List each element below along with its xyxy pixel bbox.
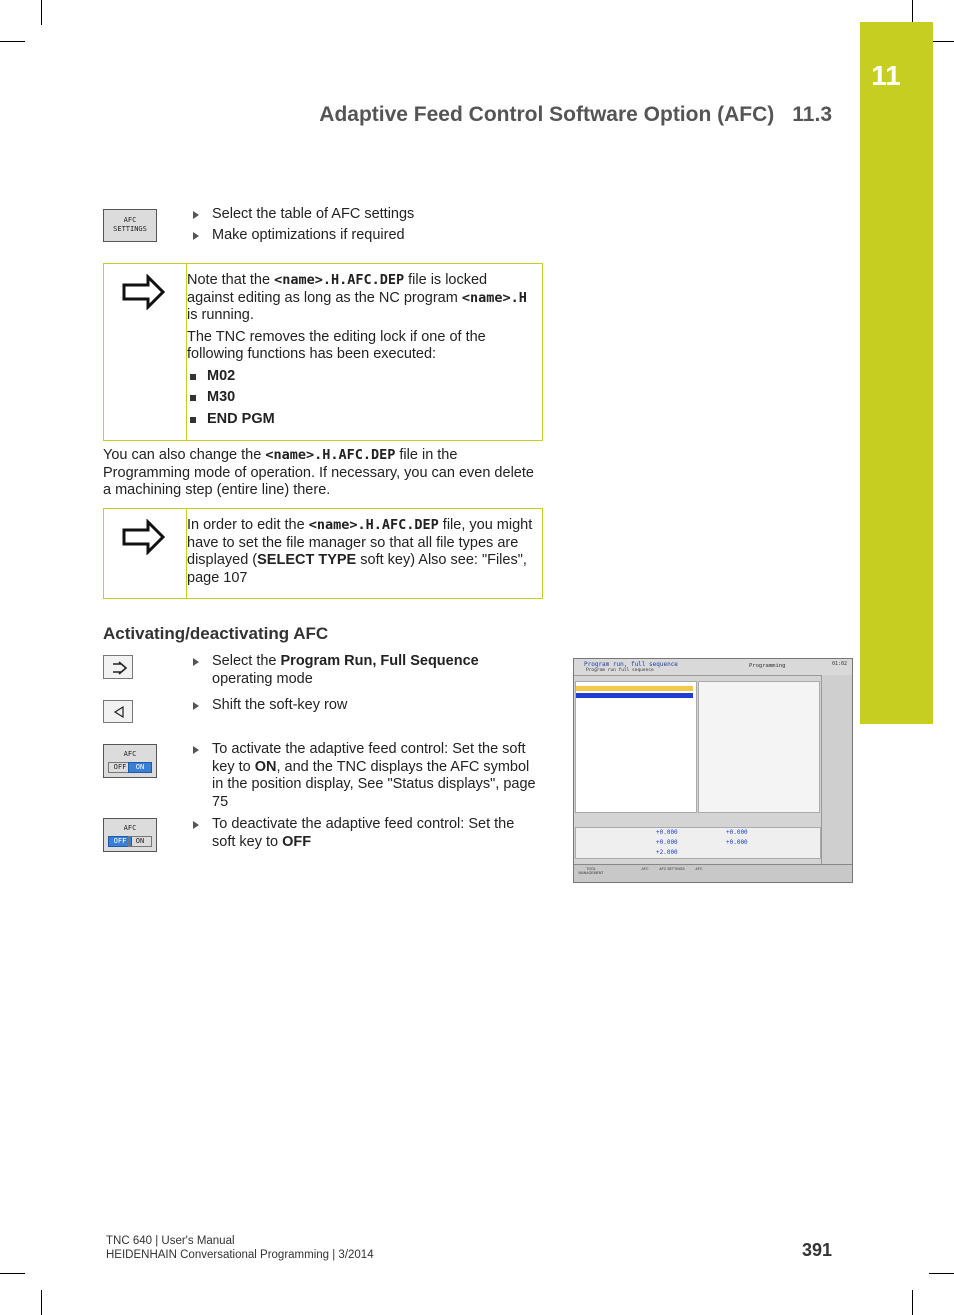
step-item: Select the Program Run, Full Sequence operating mode <box>193 653 538 688</box>
note-box <box>103 508 543 599</box>
status-pane <box>698 681 820 813</box>
crop-mark <box>929 1273 954 1274</box>
arrow-icon <box>193 232 199 240</box>
note-text: Note that the <name>.H.AFC.DEP file is locked against editing as long as the NC program <name>.H is running. The TNC removes the editing lock if one of the following functions has been executed: M02 M30 END PGM <box>187 272 537 428</box>
list-item: END PGM <box>187 411 537 429</box>
crop-mark <box>41 1290 42 1315</box>
page-footer: TNC 640 | User's Manual HEIDENHAIN Conversational Programming | 3/2014 <box>106 1235 374 1261</box>
crop-mark <box>0 1273 25 1274</box>
highlight-line <box>576 686 693 691</box>
softkey-label: SETTINGS <box>113 225 147 233</box>
step-item: Shift the soft-key row <box>193 697 538 715</box>
note-arrow-icon <box>122 519 166 555</box>
screenshot-time: 01:02 <box>832 661 848 667</box>
screenshot-softkey: TOOL MANAGEMENT <box>578 867 604 875</box>
screenshot-subtitle: Program run full sequence <box>586 668 654 673</box>
list-item: M02 <box>187 368 537 386</box>
axis-z-value: +2.000 <box>656 849 678 856</box>
position-display <box>575 827 821 859</box>
afc-settings-softkey[interactable] <box>103 209 157 242</box>
crop-mark <box>912 1290 913 1315</box>
softkey-bar <box>574 864 852 883</box>
axis-c-value: +0.000 <box>726 839 748 846</box>
section-heading: Activating/deactivating AFC <box>103 624 329 643</box>
selected-line <box>576 693 693 698</box>
vertical-softkey-bar <box>821 675 852 865</box>
arrow-icon <box>193 658 199 666</box>
axis-a-value: +0.000 <box>726 829 748 836</box>
shift-softkey-row-key[interactable] <box>103 700 133 723</box>
softkey-label: AFC <box>123 216 137 224</box>
screenshot-title: Program run, full sequence <box>584 661 678 668</box>
program-run-icon <box>110 661 128 675</box>
program-pane <box>575 681 697 813</box>
axis-x-value: +0.000 <box>656 829 678 836</box>
arrow-icon <box>193 821 199 829</box>
screenshot-softkey: AFC <box>641 867 649 871</box>
step-item: Make optimizations if required <box>193 227 538 245</box>
afc-on-softkey[interactable]: AFC OFF ON <box>103 744 157 778</box>
arrow-icon <box>193 746 199 754</box>
arrow-icon <box>193 211 199 219</box>
tnc-screenshot <box>573 658 853 883</box>
afc-off-softkey[interactable]: AFC OFF ON <box>103 818 157 852</box>
step-item: Select the table of AFC settings <box>193 206 538 224</box>
page-number: 391 <box>801 1240 832 1260</box>
page-header <box>200 103 832 127</box>
note-box <box>103 263 543 441</box>
body-paragraph: You can also change the <name>.H.AFC.DEP file in the Programming mode of operation. If necessary, you can even delete a machining step (entire line) there. <box>103 447 534 498</box>
axis-y-value: +0.000 <box>656 839 678 846</box>
chapter-number: 11 <box>871 60 901 91</box>
note-text: In order to edit the <name>.H.AFC.DEP file, you might have to set the file manager so that all file types are displayed (SELECT TYPE soft key) Also see: "Files", page 107 <box>187 517 533 586</box>
arrow-icon <box>193 702 199 710</box>
triangle-left-icon <box>113 706 125 718</box>
step-item: To activate the adaptive feed control: Set the soft key to ON, and the TNC displays the AFC symbol in the position display, See "Status displays", page 75 <box>193 741 538 811</box>
crop-mark <box>0 41 25 42</box>
screenshot-softkey: AFC SETTINGS <box>659 867 685 871</box>
header-section: 11.3 <box>792 103 832 126</box>
note-arrow-icon <box>122 274 166 310</box>
screenshot-mode: Programming <box>749 663 786 669</box>
list-item: M30 <box>187 389 537 407</box>
step-item: To deactivate the adaptive feed control: Set the soft key to OFF <box>193 816 538 851</box>
program-run-softkey[interactable] <box>103 655 133 679</box>
header-title: Adaptive Feed Control Software Option (AFC) <box>319 103 775 126</box>
crop-mark <box>41 0 42 25</box>
screenshot-softkey: AFC <box>695 867 703 871</box>
chapter-tab <box>860 22 933 724</box>
